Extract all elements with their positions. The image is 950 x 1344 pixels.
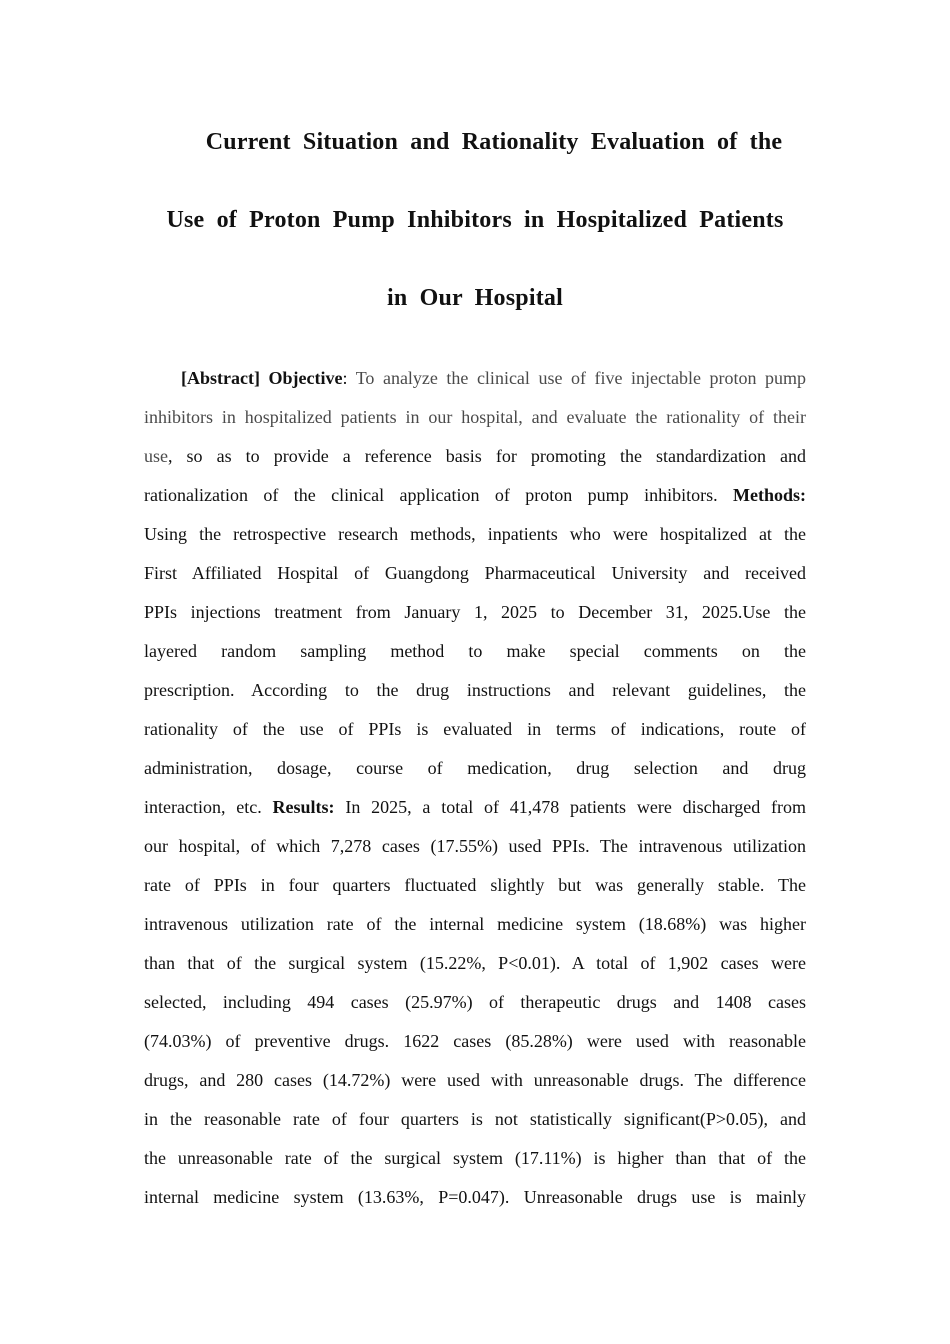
abstract-line: [144, 359, 806, 398]
paper-title-line-2: Use of Proton Pump Inhibitors in Hospitalized Patients: [166, 207, 784, 233]
abstract-line: rationality of the use of PPIs is evaluated in terms of indications, route of: [144, 719, 806, 739]
abstract-line: First Affiliated Hospital of Guangdong Pharmaceutical University and received: [144, 563, 806, 583]
objective-text: use: [144, 446, 168, 466]
methods-label: Methods:: [733, 485, 806, 505]
abstract-line: in the reasonable rate of four quarters is not statistically significant(P>0.05), and: [144, 1109, 806, 1129]
objective-text: , so as to provide a reference basis for promoting the standardization and: [168, 446, 806, 466]
abstract-heading: [Abstract]: [181, 368, 260, 388]
paper-title-line-3: in Our Hospital: [387, 285, 563, 311]
abstract-line: inhibitors in hospitalized patients in our hospital, and evaluate the rationality of their: [144, 407, 806, 427]
abstract-line: layered random sampling method to make special comments on the: [144, 641, 806, 661]
abstract-line: prescription. According to the drug instructions and relevant guidelines, the: [144, 680, 806, 700]
methods-text: interaction, etc.: [144, 797, 262, 817]
paper-title-line-1: Current Situation and Rationality Evaluation of the: [205, 129, 783, 155]
abstract-line: [144, 788, 806, 827]
abstract-line: PPIs injections treatment from January 1, 2025 to December 31, 2025.Use the: [144, 602, 806, 622]
abstract-line: our hospital, of which 7,278 cases (17.55%) used PPIs. The intravenous utilization: [144, 836, 806, 856]
results-label: Results:: [272, 797, 335, 817]
abstract-section: [144, 359, 806, 1217]
abstract-line: (74.03%) of preventive drugs. 1622 cases (85.28%) were used with reasonable: [144, 1031, 806, 1051]
abstract-line: internal medicine system (13.63%, P=0.047). Unreasonable drugs use is mainly: [144, 1187, 806, 1207]
abstract-line: [144, 476, 806, 515]
objective-text: To analyze the clinical use of five injectable proton pump: [355, 368, 806, 388]
abstract-line: administration, dosage, course of medication, drug selection and drug: [144, 758, 806, 778]
abstract-line: the unreasonable rate of the surgical system (17.11%) is higher than that of the: [144, 1148, 806, 1168]
abstract-line: intravenous utilization rate of the internal medicine system (18.68%) was higher: [144, 914, 806, 934]
abstract-line: than that of the surgical system (15.22%, P<0.01). A total of 1,902 cases were: [144, 953, 806, 973]
abstract-line: Using the retrospective research methods, inpatients who were hospitalized at the: [144, 524, 806, 544]
results-text: In 2025, a total of 41,478 patients were discharged from: [345, 797, 807, 817]
abstract-line: drugs, and 280 cases (14.72%) were used with unreasonable drugs. The difference: [144, 1070, 806, 1090]
objective-text: rationalization of the clinical application of proton pump inhibitors.: [144, 485, 718, 505]
objective-colon: :: [342, 368, 356, 388]
abstract-line: rate of PPIs in four quarters fluctuated slightly but was generally stable. The: [144, 875, 806, 895]
abstract-line: selected, including 494 cases (25.97%) of therapeutic drugs and 1408 cases: [144, 992, 806, 1012]
abstract-line: [144, 437, 806, 476]
objective-label: Objective: [268, 368, 343, 388]
